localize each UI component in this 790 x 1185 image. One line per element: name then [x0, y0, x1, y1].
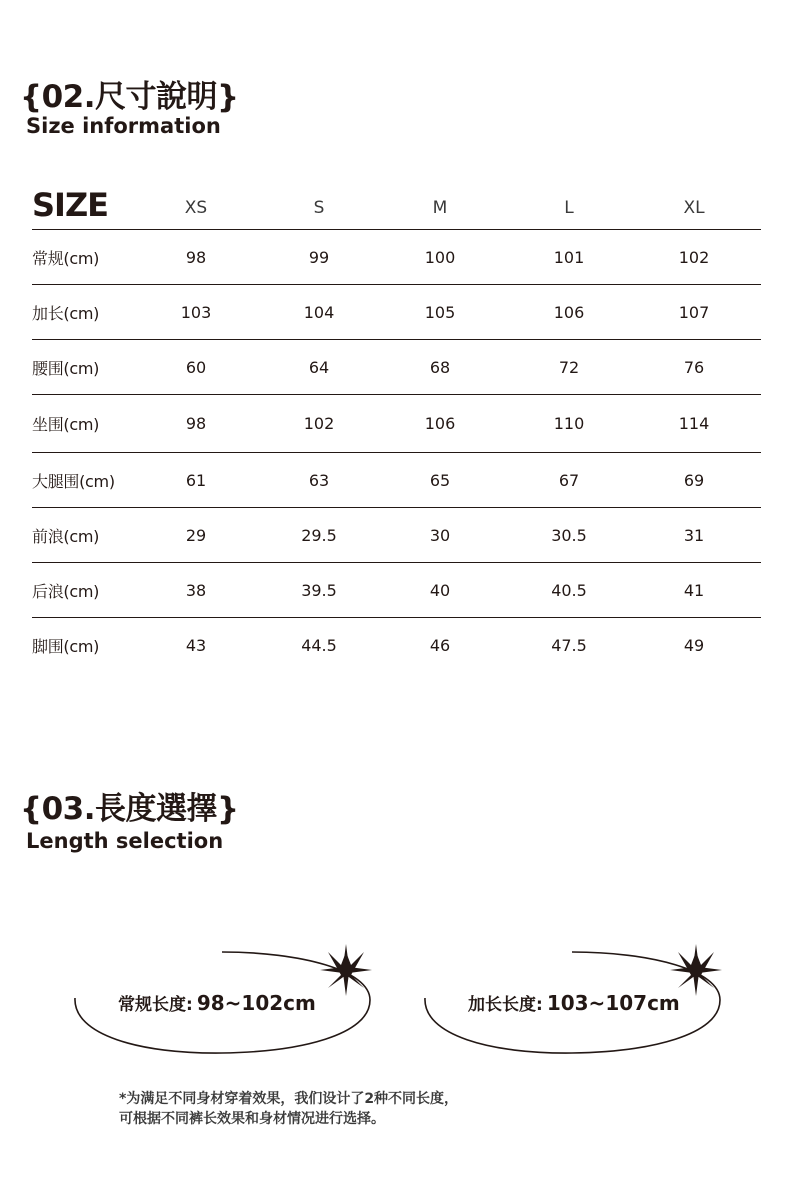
length-long-key: 加长长度:: [468, 995, 543, 1015]
length-note-line1: *为满足不同身材穿着效果，我们设计了2种不同长度，: [119, 1091, 459, 1107]
length-regular-text: [118, 990, 316, 1015]
table-cell: 43: [185, 635, 207, 655]
row-label: 后浪(cm): [32, 581, 100, 601]
table-cell: 104: [303, 302, 335, 322]
size-header-label: SIZE: [32, 185, 109, 224]
table-cell: 106: [424, 414, 456, 433]
size-table: [32, 184, 761, 672]
table-cell: 114: [678, 414, 710, 433]
table-cell: 65: [429, 470, 451, 490]
size-col-m: M: [432, 198, 448, 218]
table-cell: 110: [553, 414, 585, 433]
table-cell: 30: [429, 525, 451, 545]
table-cell: 67: [558, 470, 580, 490]
size-col-xl: XL: [683, 198, 705, 218]
length-badge-long: [420, 940, 730, 1060]
table-cell: 98: [185, 247, 207, 267]
table-cell: 60: [185, 357, 207, 377]
size-col-s: S: [313, 198, 325, 218]
table-cell: 61: [185, 470, 207, 490]
row-label: 大腿围(cm): [32, 471, 115, 491]
table-row: [32, 340, 761, 395]
section-size-subtitle: Size information: [26, 114, 221, 138]
table-cell: 63: [308, 470, 330, 490]
section-size-title: {02.尺寸說明}: [20, 79, 239, 115]
table-cell: 101: [553, 247, 585, 267]
table-cell: 39.5: [301, 580, 337, 600]
size-col-xs: XS: [184, 198, 208, 218]
length-note-line2: 可根据不同裤长效果和身材情况进行选择。: [119, 1111, 385, 1127]
sparkle-star-icon: [320, 944, 372, 996]
row-label: 常规(cm): [32, 248, 100, 268]
table-cell: 105: [424, 302, 456, 322]
length-regular-value: 98~102cm: [196, 991, 316, 1015]
table-cell: 98: [185, 414, 207, 433]
row-label: 坐围(cm): [32, 415, 100, 434]
table-row: [32, 453, 761, 508]
table-row: [32, 285, 761, 340]
table-cell: 46: [429, 635, 451, 655]
table-row: [32, 395, 761, 453]
section-length-subtitle: Length selection: [26, 829, 224, 853]
table-cell: 103: [180, 302, 212, 322]
length-regular-key: 常规长度:: [118, 995, 193, 1015]
length-long-text: [468, 990, 680, 1015]
table-row: [32, 563, 761, 618]
table-cell: 106: [553, 302, 585, 322]
length-long-value: 103~107cm: [546, 991, 680, 1015]
sparkle-star-icon: [670, 944, 722, 996]
row-label: 脚围(cm): [32, 636, 100, 656]
table-cell: 29: [185, 525, 207, 545]
table-cell: 41: [683, 580, 705, 600]
table-cell: 107: [678, 302, 710, 322]
table-row: [32, 618, 761, 672]
table-cell: 49: [683, 635, 705, 655]
table-cell: 76: [683, 357, 705, 377]
table-cell: 44.5: [301, 635, 337, 655]
table-cell: 31: [683, 525, 705, 545]
table-cell: 68: [429, 357, 451, 377]
table-row: [32, 508, 761, 563]
length-note: [119, 1089, 458, 1129]
row-label: 前浪(cm): [32, 526, 100, 546]
table-cell: 99: [308, 247, 330, 267]
row-label: 腰围(cm): [32, 358, 100, 378]
table-cell: 38: [185, 580, 207, 600]
section-length-title: {03.長度選擇}: [20, 791, 239, 827]
table-cell: 69: [683, 470, 705, 490]
table-cell: 29.5: [301, 525, 337, 545]
table-cell: 40.5: [551, 580, 587, 600]
row-label: 加长(cm): [32, 303, 100, 323]
table-cell: 102: [303, 414, 335, 433]
table-cell: 100: [424, 247, 456, 267]
table-cell: 72: [558, 357, 580, 377]
size-col-l: L: [564, 198, 574, 218]
table-cell: 40: [429, 580, 451, 600]
table-cell: 102: [678, 247, 710, 267]
length-badge-regular: [70, 940, 380, 1060]
size-table-header: [32, 184, 761, 230]
table-cell: 64: [308, 357, 330, 377]
table-row: [32, 230, 761, 285]
table-cell: 30.5: [551, 525, 587, 545]
table-cell: 47.5: [551, 635, 587, 655]
